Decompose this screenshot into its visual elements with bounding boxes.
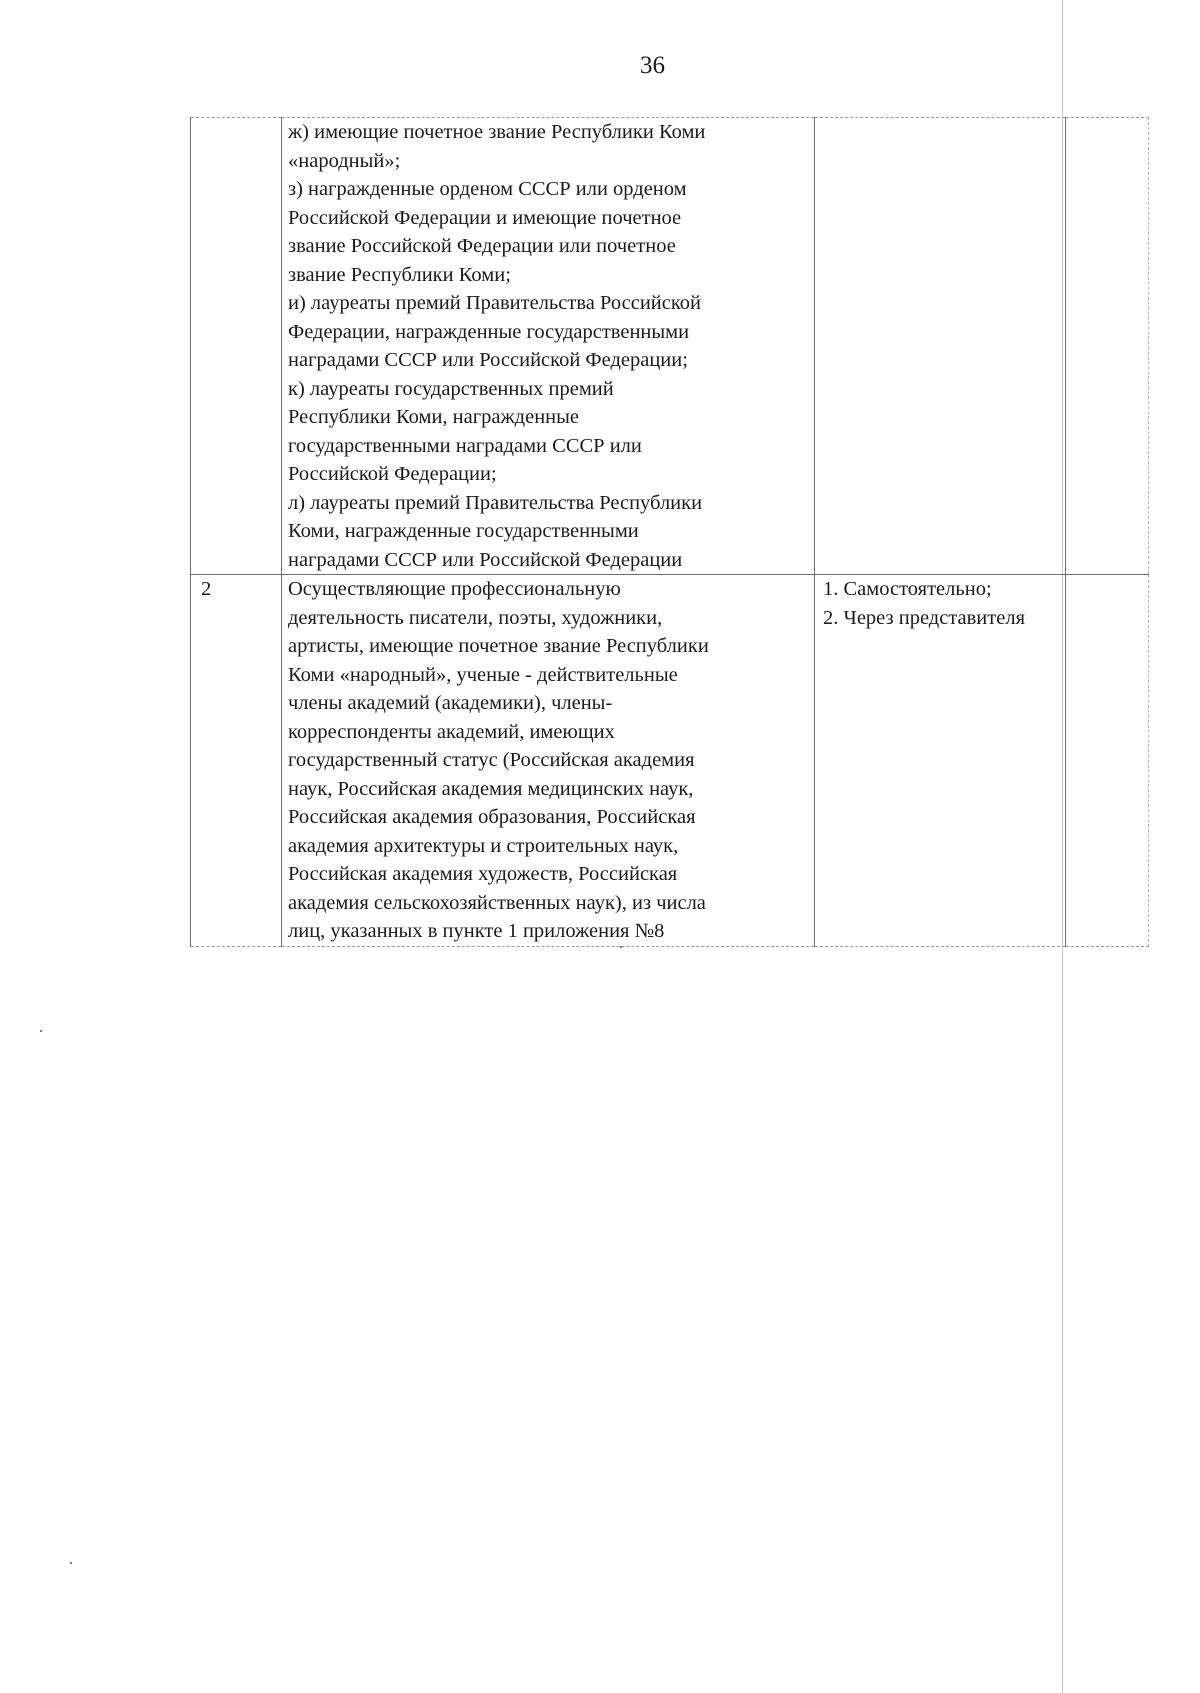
page-number: 36	[640, 52, 665, 79]
category-line: звание Республики Коми;	[288, 263, 511, 286]
category-line: наградами СССР или Российской Федерации;	[288, 349, 688, 371]
scan-speck	[40, 1030, 42, 1032]
method-line: 1. Самостоятельно;	[823, 578, 992, 600]
category-line: звание Российской Федерации или почетное	[288, 235, 676, 257]
category-line: Республики Коми, награжденные	[288, 406, 580, 428]
category-line: Федерации, награжденные государственными	[288, 320, 690, 343]
category-line: наградами СССР или Российской Федерации	[288, 548, 683, 571]
category-line: «народный»;	[288, 149, 401, 172]
category-cell	[282, 575, 815, 947]
scan-speck	[620, 946, 622, 948]
category-line: лиц, указанных в пункте 1 приложения №8	[288, 920, 665, 942]
category-line: государственный статус (Российская академия	[288, 749, 695, 771]
category-line: академия архитектуры и строительных наук,	[288, 834, 679, 857]
submission-method-cell	[815, 118, 1066, 575]
category-line: к) лауреаты государственных премий	[288, 377, 614, 400]
category-line: артисты, имеющие почетное звание Республики	[288, 635, 709, 657]
row-number-cell: 2	[191, 575, 282, 947]
category-line: Осуществляющие профессиональную	[288, 578, 621, 600]
category-line: деятельность писатели, поэты, художники,	[288, 606, 663, 629]
category-line: Российской Федерации;	[288, 463, 497, 485]
scan-speck	[70, 1562, 72, 1564]
category-line: Российской Федерации и имеющие почетное	[288, 206, 682, 229]
category-cell	[282, 118, 815, 575]
category-line: государственными наградами СССР или	[288, 434, 642, 457]
category-line: и) лауреаты премий Правительства Российской	[288, 292, 702, 314]
category-line: л) лауреаты премий Правительства Республики	[288, 491, 703, 514]
category-line: члены академий (академики), члены-	[288, 692, 613, 714]
category-line: наук, Российская академия медицинских наук,	[288, 777, 694, 800]
categories-table	[190, 117, 1149, 947]
category-line: ж) имеющие почетное звание Республики Коми	[288, 121, 706, 143]
table-row	[191, 575, 1149, 947]
category-line: Российская академия художеств, Российская	[288, 863, 678, 885]
method-line: 2. Через представителя	[823, 606, 1025, 629]
extra-cell	[1066, 575, 1149, 947]
row-number-cell	[191, 118, 282, 575]
category-line: академия сельскохозяйственных наук), из числа	[288, 891, 706, 914]
submission-method-cell	[815, 575, 1066, 947]
category-line: Коми «народный», ученые - действительные	[288, 663, 678, 686]
category-line: з) награжденные орденом СССР или орденом	[288, 178, 687, 200]
extra-cell	[1066, 118, 1149, 575]
category-line: корреспонденты академий, имеющих	[288, 720, 615, 743]
category-line: Коми, награжденные государственными	[288, 520, 639, 542]
table-row	[191, 118, 1149, 575]
category-line: Российская академия образования, Российская	[288, 806, 696, 828]
